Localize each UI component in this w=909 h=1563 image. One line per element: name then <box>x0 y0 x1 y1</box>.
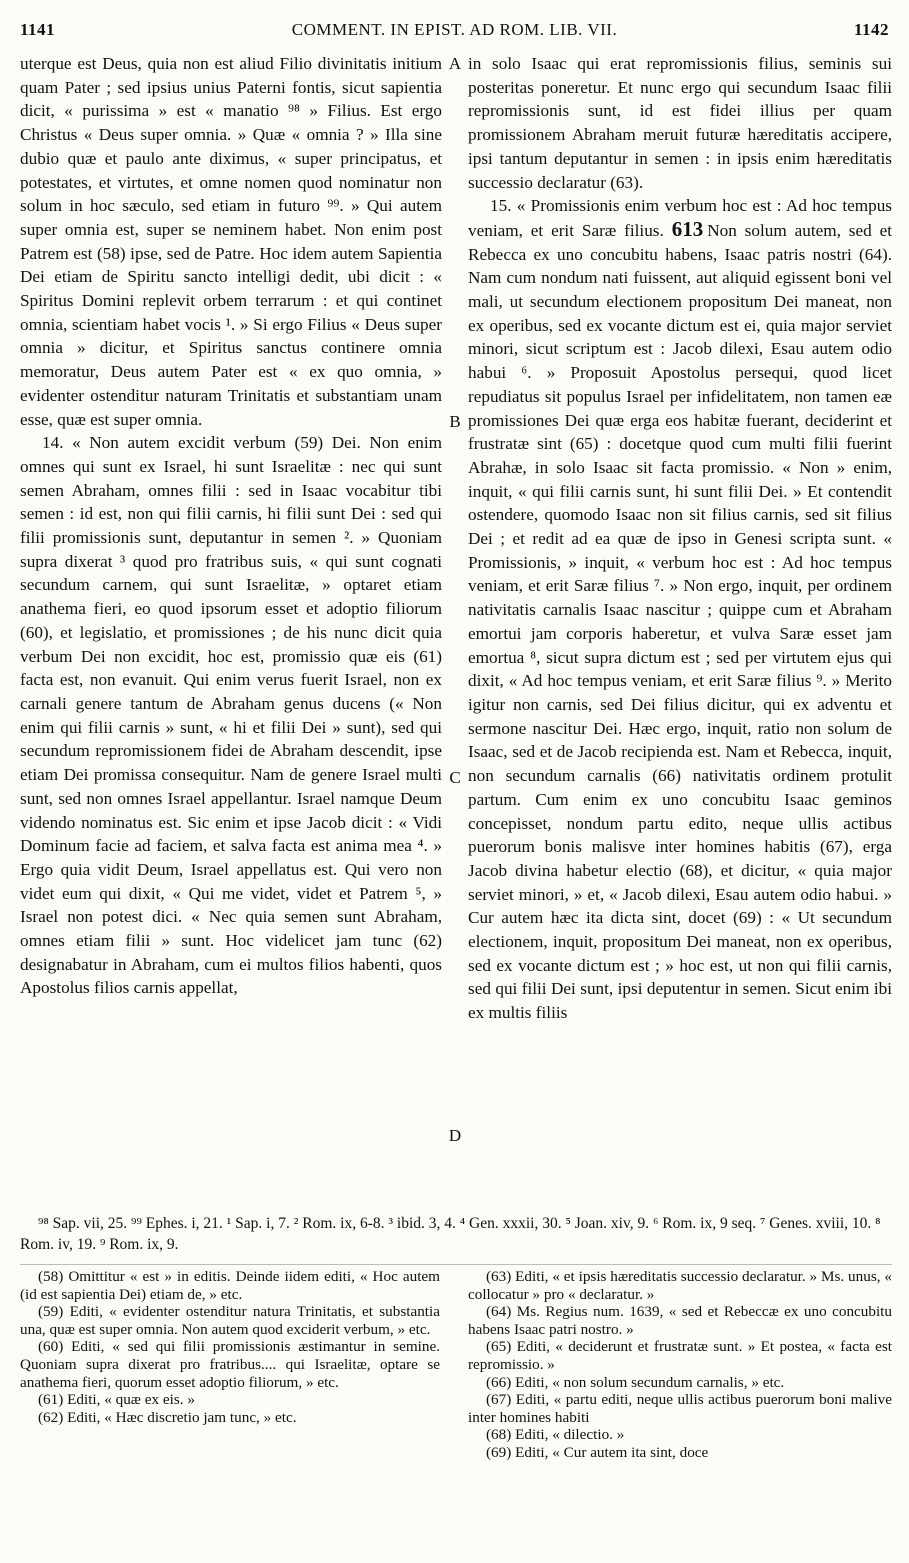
verse-text: 15. « Promissionis enim verbum hoc est : Ad hoc tempus veniam, et erit Saræ filius. <box>468 196 892 240</box>
footnote: (69) Editi, « Cur autem ita sint, doce <box>486 1443 709 1461</box>
paragraph: uterque est Deus, quia non est aliud Filio divinitatis initium quam Pater ; sed ipsius unius Paterni fontis, sicut sapientia dicit, « purissima » est « manatio ⁹⁸ » Filius. Est ergo Christus « Deus super omnia. » Quæ « omnia ? » Illa sine dubio quæ et paulo ante diximus, « super principatus, et potestates, et virtutes, et omne nomen quod nominatur non solum in hoc sæculo, sed etiam in futuro ⁹⁹. » Qui autem super omnia est, super se neminem habet. Non enim post Patrem est (58) ipse, sed de Patre. Hoc idem autem Sapientia Dei etiam de Spiritu sancto intelligi dedit, ubi dicit : « Spiritus Domini replevit orbem terrarum : et qui continet omnia, scientiam habet vocis ¹. » Si ergo Filius « Deus super omnia » dicitur, et Spiritus sanctus continere omnia memoratur, Deus autem Pater est « ex quo omnia, » evidenter ostenditur naturam Trinitatis et substantiam unam esse, quæ est super omnia. <box>20 54 442 429</box>
text-column-right <box>468 52 892 1025</box>
margin-marker-c: C <box>449 768 461 787</box>
footnote: (65) Editi, « deciderunt et frustratæ sunt. » Et postea, « facta est repromissio. » <box>468 1338 892 1373</box>
scripture-references <box>20 1213 892 1255</box>
footnote: (59) Editi, « evidenter ostenditur natura Trinitatis, et substantia una, quæ est super omnia. Non autem quod exciderit verbum, » etc. <box>20 1303 440 1338</box>
divider <box>20 1264 892 1265</box>
footnote: (66) Editi, « non solum secundum carnalis, » etc. <box>486 1373 785 1391</box>
text-column-left <box>20 52 442 1000</box>
footnotes-right <box>468 1268 892 1462</box>
reference-line: ⁹⁸ Sap. vii, 25. ⁹⁹ Ephes. i, 21. ¹ Sap. i, 7. ² Rom. ix, 6-8. ³ ibid. 3, 4. ⁴ Gen. xxxii, 30. ⁵ Joan. xiv, 9. ⁶ Rom. ix, 9 seq. ⁷ Genes. xviii, 10. ⁸ Rom. iv, 19. ⁹ Rom. ix, 9. <box>20 1215 881 1253</box>
margin-marker-b: B <box>449 412 461 431</box>
page-header <box>14 14 895 42</box>
page-number-right: 1142 <box>853 20 889 39</box>
footnote: (68) Editi, « dilectio. » <box>486 1426 625 1444</box>
footnote: (64) Ms. Regius num. 1639, « sed et Rebeccæ ex uno concubitu habens Isaac patri nostro. » <box>468 1303 892 1338</box>
margin-marker-d: D <box>448 1126 462 1145</box>
paragraph: 14. « Non autem excidit verbum (59) Dei. Non enim omnes qui sunt ex Israel, hi sunt Israelitæ : nec qui sunt semen Abraham, omnes filii : sed in Isaac vocabitur tibi semen : id est, non qui filii carnis, hi filii sunt Dei : sed qui filii promissionis sunt, deputantur in semen ². » Quoniam supra dixerat ³ quod pro fratribus suis, « qui sunt cognati secundum carnem, qui sunt Israelitæ, » optaret etiam anathema fieri, eo quod ipsorum esset et adoptio filiorum (60), et legislatio, et promissiones ; de his nunc dicit quia verbum Dei non excidit, hoc est, promissio quæ eis (61) facta est, non evanuit. Qui enim verus fuerit Israel, non ex carnali genere tantum de Abraham genus ducens (« Non enim qui filii carnis » sunt, « hi et filii Dei » sunt), sed qui secundum repromissionem fidei de Abraham descendit, ipse etiam Dei promissa consequitur. Nam de genere Israel multi sunt, sed non omnes Israel appellantur. Israel namque Deum videndo nominatus est. Sic enim et ipse Jacob dicit : « Vidi Dominum facie ad faciem, et salva facta est anima mea ⁴. » Ergo quia vidit Deum, Israel appellatus est. Qui vero non videt eum qui dixit, « Qui me videt, videt et Patrem ⁵, » Israel non potest dici. « Nec quia semen sunt Abraham, omnes etiam filii » sunt. Hoc videlicet jam tunc (62) designabatur in Abraham, cum ei multos filios habenti, quos Apostolus filios carnis appellat, <box>20 433 442 998</box>
page-number-left: 1141 <box>20 20 56 39</box>
footnotes-left <box>20 1268 440 1426</box>
footnote: (60) Editi, « sed qui filii promissionis æstimantur in semine. Quoniam supra dixerat pro fratribus.... qui Israelitæ, optare se anathema fieri, quorum esset adoptio filiorum, » etc. <box>20 1338 440 1391</box>
footnote: (61) Editi, « quæ ex eis. » <box>38 1391 195 1409</box>
running-title: COMMENT. IN EPIST. AD ROM. LIB. VII. <box>291 20 618 39</box>
verse-text: Non solum autem, sed et Rebecca ex uno concubitu habens, Isaac patris nostri (64). Nam cum nondum nati fuissent, aut aliquid egissent boni vel mali, ut secundum electionem propositum Dei maneat, non ex operibus, sed ex vocante dictum est ei, quia major serviet minori, sicut scriptum est : Jacob dilexi, Esau autem odio habui ⁶. » Proposuit Apostolus persequi, quod licet repudiatus sit populus Israel per infidelitatem, non tamen eæ promissiones Dei quæ erga eos habitæ fuerant, deciderint et frustratæ sint (65) : docetque quod cum multi filii fuerint Abrahæ, in solo Isaac sit facta promissio. « Non » enim, inquit, « qui filii carnis sunt, hi sunt filii Dei. » Et contendit ostendere, quomodo Isaac non sit filius carnis, sed sit filius Dei ; et redit ad ea quæ de ipso in Genesi scripta sunt. « Promissionis, » inquit, « verbum hoc est : Ad hoc tempus veniam, et erit Saræ filius ⁷. » Non ergo, inquit, per ordinem nativitatis carnalis Isaac nascitur ; quippe cum et Abraham emortui jam corporis haberetur, et vulva Saræ esset jam emortua ⁸, sicut supra dictum est ; sed per virtutem ejus qui dixit, « Ad hoc tempus veniam, et erit Saræ filius ⁹. » Merito igitur non carnis, sed Dei filius dicitur, qui ex adventu et sermone nascitur Dei. Hæc ergo, inquit, ratio non solum de Isaac, sed et de Jacob recipienda est. Nam et Rebecca, inquit, non secundum carnalis (66) nativitatis ordinem protulit partum. Cum enim ex uno concubitu Isaac geminos concepisset, nondum partu edito, neque ullis actibus puerorum bonis malisve inter homines habitis (67), erga Jacob divina habetur electio (68), et dicitur, « quia major serviet minori, » et, « Jacob dilexi, Esau autem odio habui. » Cur autem hæc ita dicta sint, docet (69) : « Ut secundum electionem, inquit, propositum Dei maneat, non ex operibus, sed ex vocante dictum est ; » hoc est, ut non qui filii carnis, sed qui filii Dei sunt, ipsi deputentur in semen. Sicut enim ibi ex multis filiis <box>468 220 892 1023</box>
footnote: (58) Omittitur « est » in editis. Deinde iidem editi, « Hoc autem (id est sapientia Dei) etiam de, » etc. <box>20 1268 440 1303</box>
column-number: 613 <box>671 216 704 241</box>
footnote: (62) Editi, « Hæc discretio jam tunc, » etc. <box>38 1408 297 1426</box>
paragraph: in solo Isaac qui erat repromissionis filius, seminis sui posteritas poneretur. Et nunc ergo qui secundum Isaac filii repromissionis sunt, id est fidei illius per quam promissionem Abraham meruit futuræ hæreditatis accipere, ipsi tantum deputantur in semen : in ipsis enim hæreditatis successio declaratur (63). <box>468 54 892 192</box>
footnote: (67) Editi, « partu editi, neque ullis actibus puerorum boni malive inter homines habiti <box>468 1391 892 1426</box>
paragraph <box>468 194 892 1025</box>
footnote: (63) Editi, « et ipsis hæreditatis successio declaratur. » Ms. unus, « collocatur » pro « declaratur. » <box>468 1268 892 1303</box>
margin-marker-a: A <box>448 54 462 73</box>
